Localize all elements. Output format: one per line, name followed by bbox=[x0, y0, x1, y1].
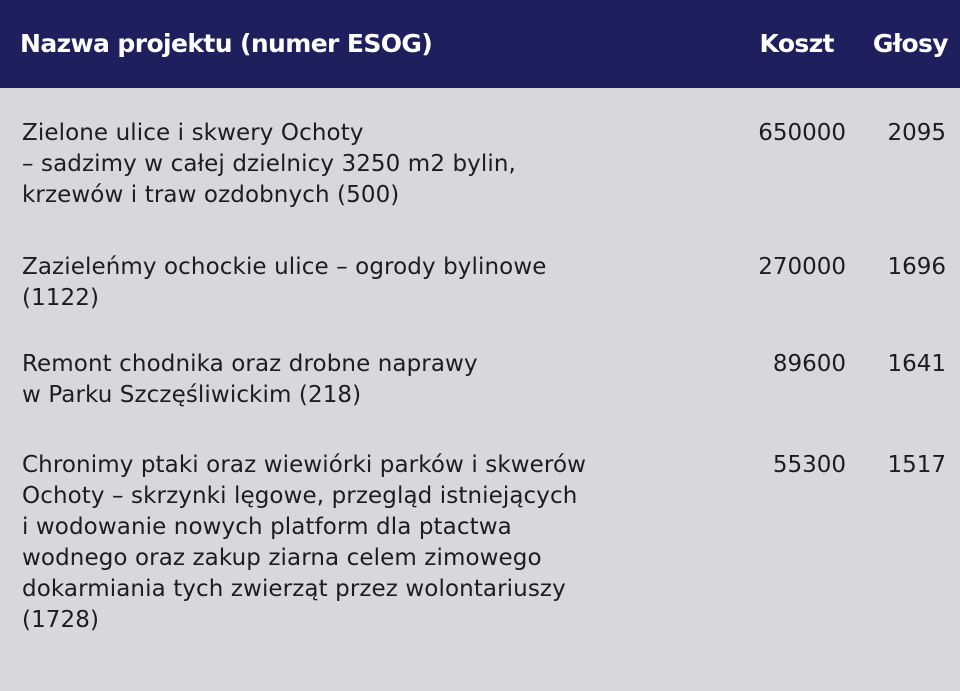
project-votes: 1696 bbox=[887, 254, 946, 280]
column-header-cost: Koszt bbox=[759, 29, 834, 58]
project-votes: 1517 bbox=[887, 452, 946, 478]
project-votes: 2095 bbox=[887, 120, 946, 146]
column-header-votes: Głosy bbox=[872, 29, 948, 58]
project-name: Zielone ulice i skwery Ochoty – sadzimy w całej dzielnicy 3250 m2 bylin, krzewów i traw ozdobnych (500) bbox=[22, 120, 516, 208]
project-name: Zazieleńmy ochockie ulice – ogrody bylinowe (1122) bbox=[22, 254, 547, 311]
project-name: Remont chodnika oraz drobne naprawy w Parku Szczęśliwickim (218) bbox=[22, 351, 478, 408]
column-header-project-name: Nazwa projektu (numer ESOG) bbox=[20, 29, 433, 58]
project-votes: 1641 bbox=[887, 351, 946, 377]
project-name: Chronimy ptaki oraz wiewiórki parków i skwerów Ochoty – skrzynki lęgowe, przegląd istniejących i wodowanie nowych platform dla ptactwa wodnego oraz zakup ziarna celem zimowego dokarmiania tych zwierząt przez wolontariuszy (1728) bbox=[22, 452, 587, 633]
project-cost: 55300 bbox=[772, 452, 846, 478]
project-cost: 270000 bbox=[758, 254, 846, 280]
project-cost: 89600 bbox=[772, 351, 846, 377]
table-header bbox=[0, 0, 960, 88]
project-cost: 650000 bbox=[758, 120, 846, 146]
